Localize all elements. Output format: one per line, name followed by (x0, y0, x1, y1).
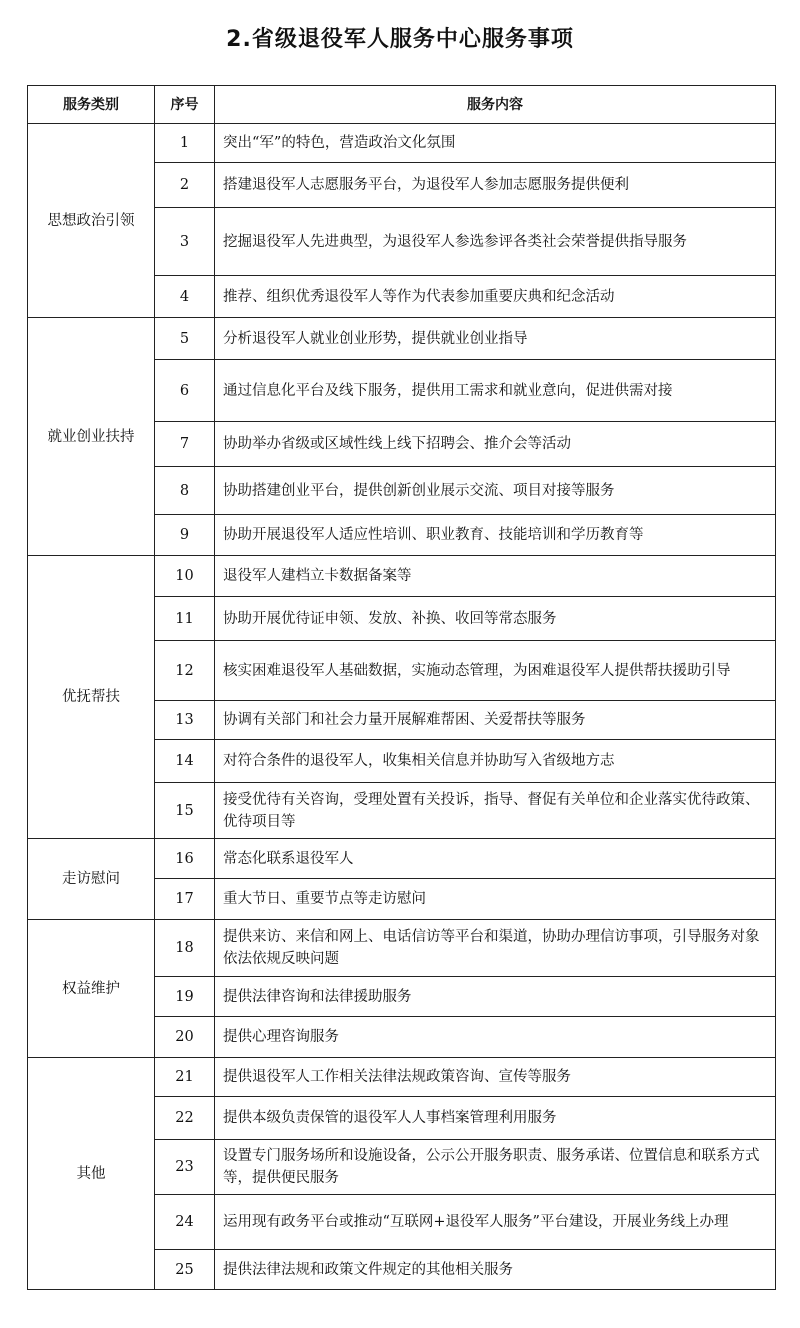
number-cell: 24 (155, 1195, 215, 1250)
category-cell: 就业创业扶持 (28, 318, 155, 556)
content-cell: 常态化联系退役军人 (215, 839, 776, 879)
number-cell: 15 (155, 783, 215, 839)
table-row (28, 1058, 776, 1097)
number-cell: 21 (155, 1058, 215, 1097)
category-cell: 其他 (28, 1058, 155, 1290)
table-row (28, 556, 776, 597)
number-cell: 11 (155, 597, 215, 641)
content-cell: 协助开展优待证申领、发放、补换、收回等常态服务 (215, 597, 776, 641)
number-cell: 14 (155, 740, 215, 783)
table-row (28, 124, 776, 163)
content-cell: 协助搭建创业平台，提供创新创业展示交流、项目对接等服务 (215, 467, 776, 515)
content-cell: 设置专门服务场所和设施设备，公示公开服务职责、服务承诺、位置信息和联系方式等，提供便民服务 (215, 1140, 776, 1195)
table-row (28, 318, 776, 360)
content-cell: 挖掘退役军人先进典型，为退役军人参选参评各类社会荣誉提供指导服务 (215, 208, 776, 276)
number-cell: 3 (155, 208, 215, 276)
header-content: 服务内容 (215, 86, 776, 124)
number-cell: 2 (155, 163, 215, 208)
category-cell: 走访慰问 (28, 839, 155, 920)
content-cell: 核实困难退役军人基础数据，实施动态管理，为困难退役军人提供帮扶援助引导 (215, 641, 776, 701)
content-cell: 搭建退役军人志愿服务平台，为退役军人参加志愿服务提供便利 (215, 163, 776, 208)
content-cell: 协助开展退役军人适应性培训、职业教育、技能培训和学历教育等 (215, 515, 776, 556)
content-cell: 推荐、组织优秀退役军人等作为代表参加重要庆典和纪念活动 (215, 276, 776, 318)
number-cell: 19 (155, 977, 215, 1017)
content-cell: 运用现有政务平台或推动“互联网+退役军人服务”平台建设，开展业务线上办理 (215, 1195, 776, 1250)
content-cell: 提供本级负责保管的退役军人人事档案管理利用服务 (215, 1097, 776, 1140)
number-cell: 20 (155, 1017, 215, 1058)
number-cell: 17 (155, 879, 215, 920)
content-cell: 提供心理咨询服务 (215, 1017, 776, 1058)
page-title: 2.省级退役军人服务中心服务事项 (226, 27, 574, 52)
number-cell: 12 (155, 641, 215, 701)
content-cell: 协助举办省级或区域性线上线下招聘会、推介会等活动 (215, 422, 776, 467)
content-cell: 重大节日、重要节点等走访慰问 (215, 879, 776, 920)
content-cell: 通过信息化平台及线下服务，提供用工需求和就业意向，促进供需对接 (215, 360, 776, 422)
header-category: 服务类别 (28, 86, 155, 124)
category-cell: 权益维护 (28, 920, 155, 1058)
category-cell: 思想政治引领 (28, 124, 155, 318)
number-cell: 6 (155, 360, 215, 422)
category-cell: 优抚帮扶 (28, 556, 155, 839)
number-cell: 18 (155, 920, 215, 977)
number-cell: 8 (155, 467, 215, 515)
number-cell: 10 (155, 556, 215, 597)
number-cell: 13 (155, 701, 215, 740)
table-row (28, 839, 776, 879)
content-cell: 提供法律法规和政策文件规定的其他相关服务 (215, 1250, 776, 1290)
number-cell: 23 (155, 1140, 215, 1195)
content-cell: 提供法律咨询和法律援助服务 (215, 977, 776, 1017)
service-items-table (27, 85, 776, 1290)
number-cell: 22 (155, 1097, 215, 1140)
table-body (28, 124, 776, 1290)
number-cell: 1 (155, 124, 215, 163)
content-cell: 分析退役军人就业创业形势，提供就业创业指导 (215, 318, 776, 360)
content-cell: 对符合条件的退役军人，收集相关信息并协助写入省级地方志 (215, 740, 776, 783)
number-cell: 9 (155, 515, 215, 556)
content-cell: 退役军人建档立卡数据备案等 (215, 556, 776, 597)
table-row (28, 920, 776, 977)
table-header-row (28, 86, 776, 124)
number-cell: 16 (155, 839, 215, 879)
content-cell: 提供退役军人工作相关法律法规政策咨询、宣传等服务 (215, 1058, 776, 1097)
content-cell: 协调有关部门和社会力量开展解难帮困、关爱帮扶等服务 (215, 701, 776, 740)
number-cell: 4 (155, 276, 215, 318)
content-cell: 接受优待有关咨询，受理处置有关投诉，指导、督促有关单位和企业落实优待政策、优待项目等 (215, 783, 776, 839)
number-cell: 25 (155, 1250, 215, 1290)
content-cell: 提供来访、来信和网上、电话信访等平台和渠道，协助办理信访事项，引导服务对象依法依规反映问题 (215, 920, 776, 977)
content-cell: 突出“军”的特色，营造政治文化氛围 (215, 124, 776, 163)
number-cell: 7 (155, 422, 215, 467)
number-cell: 5 (155, 318, 215, 360)
header-number: 序号 (155, 86, 215, 124)
